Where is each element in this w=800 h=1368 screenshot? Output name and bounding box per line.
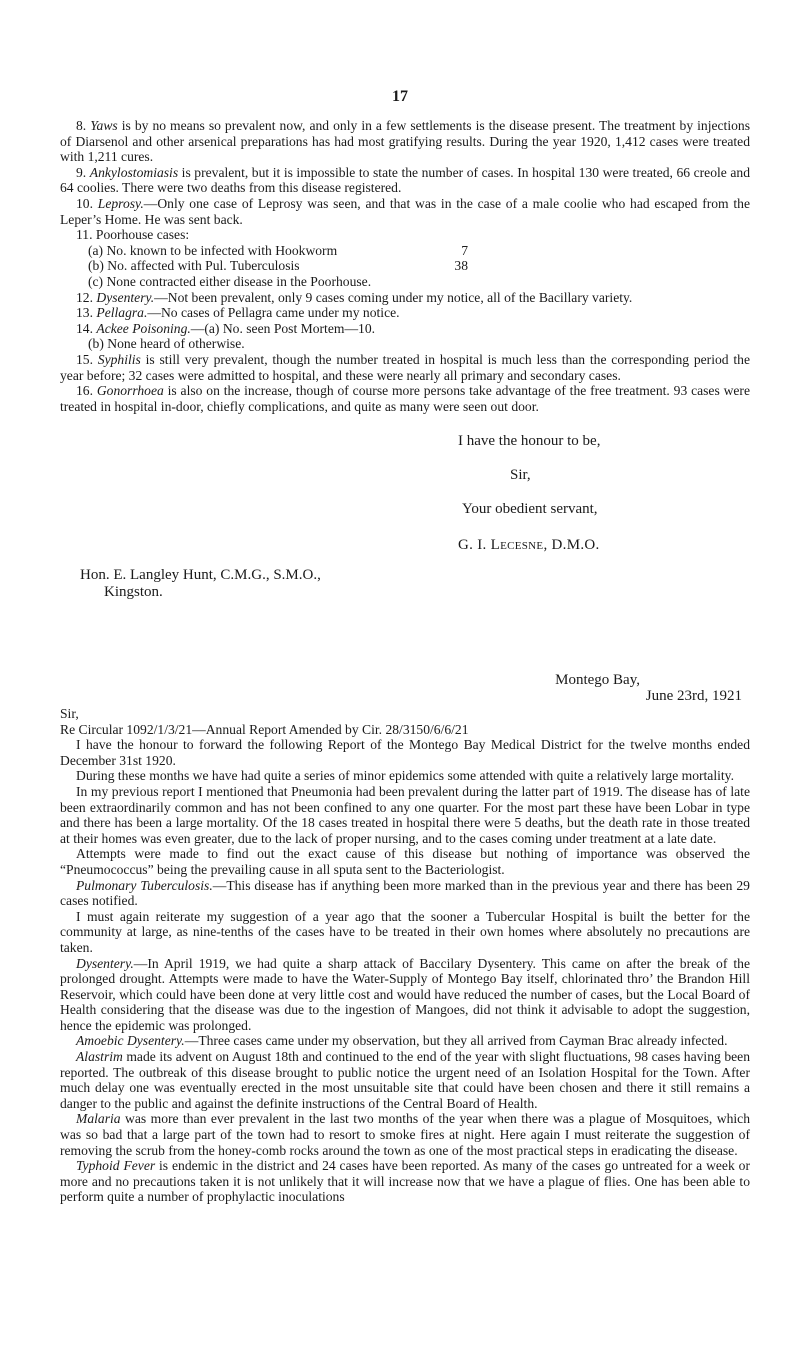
item-ackee: 14. Ackee Poisoning.—(a) No. seen Post Mortem—10. — [76, 320, 376, 336]
para-malaria: Malaria was more than ever prevalent in the last two months of the year when there was a plague of Mosquitoes, which was so bad that a large part of the town had to resort to smoke fires at night. Here again I must reiterate the suggestion of removing the scrub from the honey-comb rocks around the town as one of the most practical steps in eradicating the disease. — [60, 1111, 750, 1158]
item-yaws: 8. Yaws is by no means so prevalent now, and only in a few settlements is the disease present. The treatment by injections of Diarsenol and other arsenical preparations has had most gratifying results. During the year 1920, 1,412 cases were treated with 1,211 cures. — [60, 118, 750, 165]
item-dysentery: 12. Dysentery.—Not been prevalent, only 9 cases coming under my notice, all of the Bacillary variety. — [76, 289, 633, 305]
item-leprosy: 10. Leprosy.—Only one case of Leprosy was seen, and that was in the case of a male coolie who had escaped from the Leper’s Home. He was sent back. — [60, 195, 751, 227]
para-pneumonia: In my previous report I mentioned that Pneumonia had been prevalent during the latter part of 1919. The disease has of late been extraordinarily common and has not been confined to any one quarter. For the most part these have been Lobar in type and there has been a large mortality. Of the 18 cases treated in hospital there were 5 deaths, but the death rate in those treated at their homes was even greater, due to the lack of proper nursing, and to the cases coming under treatment at a late date. — [60, 783, 750, 846]
para-amoebic: Amoebic Dysentery.—Three cases came under my observation, but they all arrived from Cayman Brac already infected. — [76, 1033, 728, 1049]
letter-body — [60, 706, 750, 1205]
ackee-note: (b) None heard of otherwise. — [88, 336, 245, 352]
para-epidemics: During these months we have had quite a series of minor epidemics some attended with quite a relatively large mortality. — [76, 768, 734, 784]
closing-line-1: I have the honour to be, — [458, 433, 601, 449]
re-line: Re Circular 1092/1/3/21—Annual Report Amended by Cir. 28/3150/6/6/21 — [60, 721, 469, 737]
poorhouse-hookworm-row: (a) No. known to be infected with Hookworm 7 — [88, 242, 468, 258]
letter-place: Montego Bay, — [555, 672, 640, 688]
letter-date: June 23rd, 1921 — [645, 688, 742, 704]
addressee-line-2: Kingston. — [104, 584, 163, 600]
para-typhoid: Typhoid Fever is endemic in the district and 24 cases have been reported. As many of the cases go untreated for a week or more and no precautions taken it is not unlikely that it will increase now that we have a plague of flies. One has been able to perform quite a number of prophylactic inoculations — [60, 1158, 750, 1205]
report-items — [60, 118, 750, 414]
para-tubercular-hospital: I must again reiterate my suggestion of a year ago that the sooner a Tubercular Hospital is built the better for the community at large, as nine-tenths of the cases have to be treated in their own homes where absolutely no precautions are taken. — [60, 908, 750, 955]
closing-line-3: Your obedient servant, — [462, 501, 598, 517]
item-gonorrhoea: 16. Gonorrhoea is also on the increase, though of course more persons take advantage of the free treatment. 93 cases were treated in hospital in-door, chiefly complications, and quite as many were seen out door. — [60, 383, 750, 414]
addressee-line-1: Hon. E. Langley Hunt, C.M.G., S.M.O., — [80, 567, 321, 583]
closing-line-2: Sir, — [510, 467, 531, 483]
poorhouse-tuberculosis-row: (b) No. affected with Pul. Tuberculosis 38 — [88, 258, 468, 274]
poorhouse-note: (c) None contracted either disease in the Poorhouse. — [88, 273, 372, 289]
para-tuberculosis: Pulmonary Tuberculosis.—This disease has if anything been more marked than in the previous year and there has been 29 cases notified. — [60, 877, 750, 909]
para-dysentery: Dysentery.—In April 1919, we had quite a sharp attack of Baccilary Dysentery. This came on after the break of the prolonged drought. Attempts were made to have the Water-Supply of Montego Bay itself, chlorinated thro’ the Brandon Hill Reservoir, which could have been done at very little cost and would have reduced the number of cases, but the Local Board of Health considering that the disease was due to the ingestion of Mangoes, did not think it advisable to adopt the suggestion, hence the epidemic was prolonged. — [60, 955, 750, 1033]
item-pellagra: 13. Pellagra.—No cases of Pellagra came under my notice. — [76, 305, 400, 321]
item-poorhouse: 11. Poorhouse cases: — [76, 227, 190, 243]
signature: G. I. Lecesne, D.M.O. — [458, 537, 600, 553]
para-intro: I have the honour to forward the following Report of the Montego Bay Medical District for the twelve months ended December 31st 1920. — [60, 737, 750, 768]
item-ankylostomiasis: 9. Ankylostomiasis is prevalent, but it is impossible to state the number of cases. In hospital 130 were treated, 66 creole and 64 coolies. There were two deaths from this disease registered. — [60, 164, 750, 196]
para-pneumococcus: Attempts were made to find out the exact cause of this disease but nothing of importance was observed the “Pneumococcus” being the prevailing cause in all sputa sent to the Bacteriologist. — [60, 846, 750, 877]
salutation: Sir, — [60, 706, 79, 721]
page-number: 17 — [392, 88, 408, 105]
item-syphilis: 15. Syphilis is still very prevalent, though the number treated in hospital is much less than the corresponding period the year before; 32 cases were admitted to hospital, and these were nearly all primary and secondary cases. — [60, 351, 750, 383]
para-alastrim: Alastrim made its advent on August 18th and continued to the end of the year with slight fluctuations, 98 cases having been reported. The outbreak of this disease brought to public notice the urgent need of an Isolation Hospital for the Town. After much delay one was eventually erected in the most unsuitable site that could have been chosen and there it still remains a danger to the public and against the definite instructions of the Central Board of Health. — [60, 1049, 750, 1111]
